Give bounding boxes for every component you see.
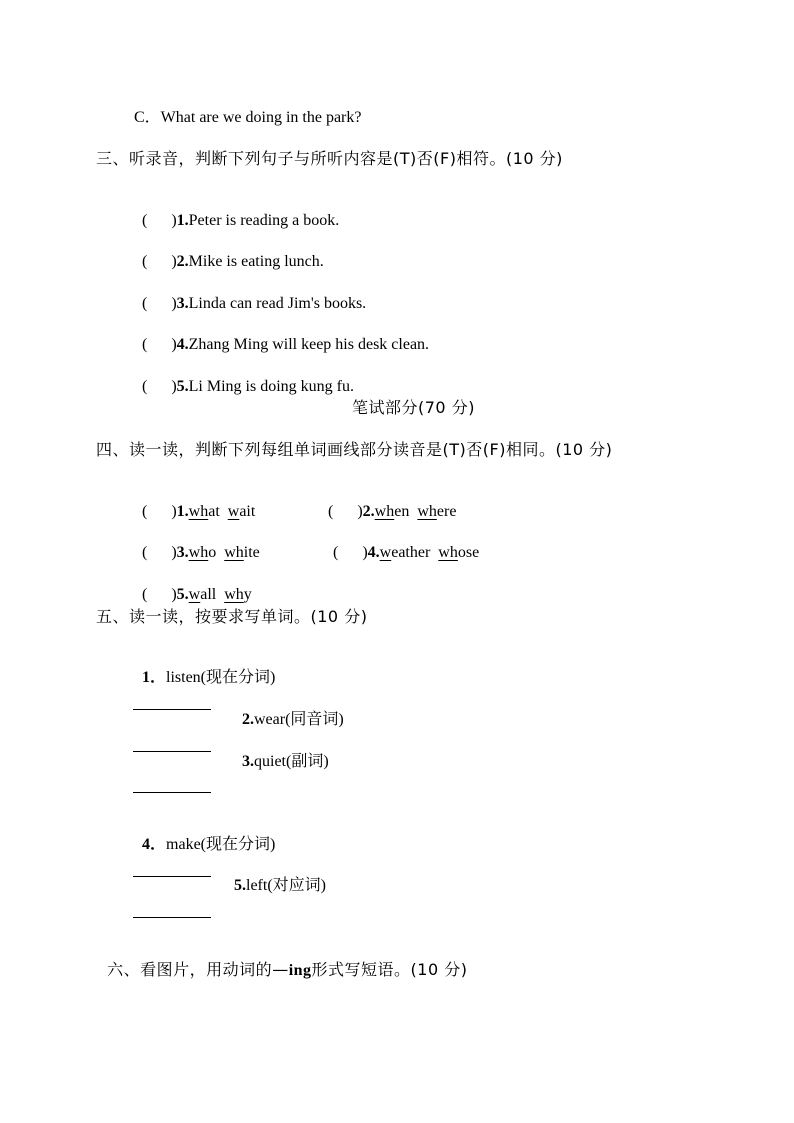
title-dash: — bbox=[272, 960, 289, 979]
title-text: 形式写短语。(10 分) bbox=[311, 960, 468, 979]
answer-blank[interactable] bbox=[133, 751, 211, 752]
word-rest: ite bbox=[243, 544, 260, 561]
item-number: 1． bbox=[142, 669, 167, 686]
list-item bbox=[234, 732, 329, 772]
item-number: 1. bbox=[176, 503, 189, 520]
underlined-letters: wh bbox=[374, 503, 395, 520]
option-c: C．What are we doing in the park? bbox=[134, 109, 362, 126]
list-item bbox=[134, 191, 339, 231]
title-text: 六、看图片，用动词的 bbox=[107, 960, 273, 979]
list-item bbox=[134, 315, 429, 355]
item-number: 3. bbox=[242, 753, 254, 770]
list-item bbox=[134, 565, 252, 605]
item-text: left(对应词) bbox=[246, 877, 326, 894]
list-item bbox=[134, 523, 260, 563]
answer-parenthesis[interactable]: ( ) bbox=[142, 503, 177, 520]
underlined-letters: w bbox=[379, 544, 392, 561]
underlined-letters: wh bbox=[188, 544, 209, 561]
underlined-letters: wh bbox=[224, 586, 244, 603]
underlined-letters: wh bbox=[188, 503, 209, 520]
answer-blank[interactable] bbox=[133, 917, 211, 918]
item-number: 1. bbox=[176, 212, 189, 229]
item-text: listen(现在分词) bbox=[166, 669, 276, 686]
word-rest: at bbox=[208, 503, 220, 520]
item-text: Linda can read Jim's books. bbox=[188, 295, 367, 312]
item-number: 4. bbox=[367, 544, 380, 561]
item-number: 5. bbox=[176, 586, 189, 603]
answer-parenthesis[interactable]: ( ) bbox=[142, 253, 177, 270]
item-number: 2. bbox=[242, 711, 254, 728]
list-item bbox=[325, 523, 479, 563]
item-number: 5. bbox=[234, 877, 246, 894]
word-rest: all bbox=[200, 586, 217, 603]
answer-parenthesis[interactable]: ( ) bbox=[328, 503, 363, 520]
word-rest: o bbox=[208, 544, 217, 561]
item-text: make(现在分词) bbox=[166, 836, 276, 853]
underlined-letters: wh bbox=[417, 503, 437, 520]
underlined-letters: wh bbox=[438, 544, 458, 561]
written-part-title: 笔试部分(70 分) bbox=[352, 398, 475, 417]
item-text: quiet(副词) bbox=[254, 753, 329, 770]
answer-parenthesis[interactable]: ( ) bbox=[142, 336, 177, 353]
word-rest: eather bbox=[391, 544, 431, 561]
section5-title: 五、读一读，按要求写单词。(10 分) bbox=[96, 607, 368, 626]
list-item bbox=[134, 648, 275, 688]
list-item bbox=[320, 482, 456, 522]
word-rest: y bbox=[243, 586, 252, 603]
item-text: Peter is reading a book. bbox=[188, 212, 340, 229]
answer-parenthesis[interactable]: ( ) bbox=[142, 212, 177, 229]
section4-title: 四、读一读，判断下列每组单词画线部分读音是(T)否(F)相同。(10 分) bbox=[96, 440, 613, 459]
section3-title: 三、听录音，判断下列句子与所听内容是(T)否(F)相符。(10 分) bbox=[96, 149, 563, 168]
word-rest: en bbox=[394, 503, 410, 520]
list-item bbox=[134, 482, 255, 522]
underlined-letters: w bbox=[188, 586, 201, 603]
list-item bbox=[134, 232, 324, 272]
answer-parenthesis[interactable]: ( ) bbox=[142, 544, 177, 561]
item-number: 5. bbox=[176, 378, 189, 395]
word-rest: ait bbox=[239, 503, 256, 520]
item-number: 3. bbox=[176, 544, 189, 561]
list-item bbox=[134, 274, 366, 314]
item-text: Li Ming is doing kung fu. bbox=[188, 378, 354, 395]
list-item bbox=[234, 690, 344, 730]
answer-parenthesis[interactable]: ( ) bbox=[142, 295, 177, 312]
answer-blank[interactable] bbox=[133, 792, 211, 793]
word-rest: ere bbox=[436, 503, 457, 520]
list-item bbox=[134, 815, 275, 855]
answer-parenthesis[interactable]: ( ) bbox=[142, 378, 177, 395]
item-number: 4． bbox=[142, 836, 167, 853]
item-number: 3. bbox=[176, 295, 189, 312]
list-item bbox=[134, 357, 354, 397]
item-text: Mike is eating lunch. bbox=[188, 253, 324, 270]
list-item bbox=[226, 856, 326, 896]
item-number: 4. bbox=[176, 336, 189, 353]
item-number: 2. bbox=[176, 253, 189, 270]
answer-parenthesis[interactable]: ( ) bbox=[333, 544, 368, 561]
underlined-letters: wh bbox=[224, 544, 244, 561]
section6-title bbox=[96, 940, 467, 981]
item-text: Zhang Ming will keep his desk clean. bbox=[188, 336, 430, 353]
word-rest: ose bbox=[457, 544, 480, 561]
underlined-letters: w bbox=[227, 503, 240, 520]
item-number: 2. bbox=[362, 503, 375, 520]
answer-parenthesis[interactable]: ( ) bbox=[142, 586, 177, 603]
answer-blank[interactable] bbox=[133, 709, 211, 710]
title-ing: ing bbox=[288, 962, 312, 979]
answer-blank[interactable] bbox=[133, 876, 211, 877]
item-text: wear(同音词) bbox=[254, 711, 344, 728]
